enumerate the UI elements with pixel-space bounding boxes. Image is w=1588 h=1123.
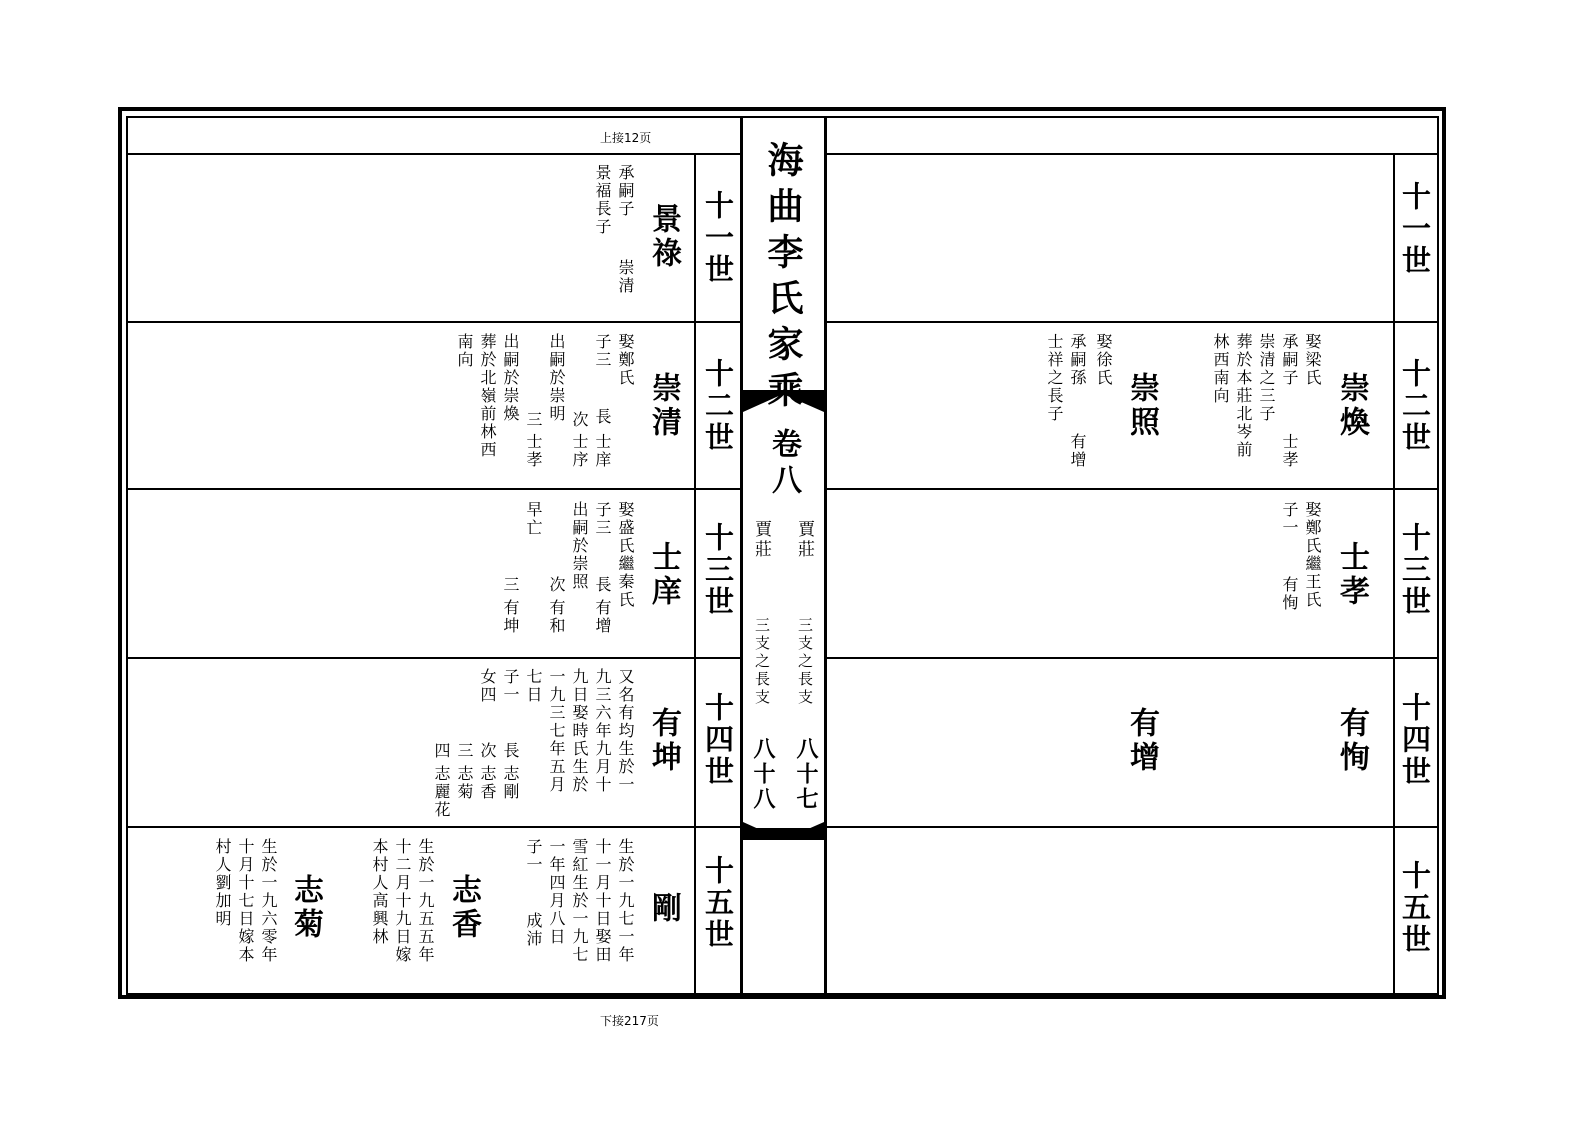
person-name: 有坤 — [646, 707, 681, 775]
person-note: 村人劉加明 — [213, 838, 232, 928]
person-note: 有增 — [593, 599, 612, 635]
spine-place-left: 賈莊 — [751, 520, 771, 560]
person-note: 娶徐氏 — [1094, 333, 1113, 387]
person-note: 崇清之三子 — [1257, 333, 1276, 423]
person-note: 子一 — [1280, 501, 1299, 537]
person-note: 生於一九六零年 — [259, 838, 278, 964]
person-note: 長 — [593, 408, 612, 426]
person-name: 志香 — [446, 874, 481, 942]
generation-label: 十二世 — [1398, 358, 1432, 454]
spine-branch-right: 三支之長支 — [796, 617, 814, 707]
bottom-continuation-note: 下接217页 — [600, 1014, 659, 1028]
person-note: 女四 — [478, 668, 497, 704]
person-note: 娶鄭氏繼王氏 — [1303, 501, 1322, 609]
generation-label: 十二世 — [701, 358, 735, 454]
top-continuation-note: 上接12页 — [600, 131, 652, 145]
person-note: 承嗣子 — [1280, 333, 1299, 387]
generation-label: 十一世 — [701, 190, 735, 286]
person-note: 士孝 — [524, 433, 543, 469]
person-note: 志香 — [478, 765, 497, 801]
person-name: 志菊 — [288, 874, 323, 942]
left-row-rule — [128, 488, 740, 490]
person-name: 景祿 — [646, 203, 681, 271]
generation-label: 十五世 — [701, 855, 735, 951]
volume-label: 卷八 — [766, 428, 801, 500]
person-note: 成沛 — [524, 912, 543, 948]
person-note: 長 — [501, 742, 520, 760]
person-note: 承嗣孫 — [1068, 333, 1087, 387]
person-name: 士庠 — [646, 541, 681, 609]
person-note: 十月十七日嫁本 — [236, 838, 255, 964]
left-header-rule — [128, 153, 740, 155]
generation-label: 十三世 — [1398, 522, 1432, 618]
person-note: 娶盛氏繼秦氏 — [616, 501, 635, 609]
person-note: 出嗣於崇煥 — [501, 333, 520, 423]
person-note: 生於一九七一年 — [616, 838, 635, 964]
person-note: 志剛 — [501, 765, 520, 801]
person-note: 崇清 — [616, 259, 635, 295]
generation-label: 十四世 — [701, 692, 735, 788]
person-note: 次 — [478, 742, 497, 760]
person-note: 雪紅生於一九七 — [570, 838, 589, 964]
person-note: 三 — [524, 411, 543, 429]
person-note: 有坤 — [501, 599, 520, 635]
person-note: 三 — [501, 576, 520, 594]
right-row-rule — [826, 488, 1437, 490]
person-note: 娶梁氏 — [1303, 333, 1322, 387]
right-generation-column-rule — [1393, 153, 1395, 993]
person-note: 次 — [547, 576, 566, 594]
left-row-rule — [128, 826, 740, 828]
person-note: 生於一九五五年 — [416, 838, 435, 964]
person-name: 剛 — [646, 892, 681, 926]
person-note: 七日 — [524, 668, 543, 704]
person-note: 志菊 — [455, 765, 474, 801]
right-header-rule — [826, 153, 1437, 155]
right-row-rule — [826, 657, 1437, 659]
person-note: 又名有均生於一 — [616, 668, 635, 794]
person-note: 葬於北嶺前林西 — [478, 333, 497, 459]
page-number-left: 八十八 — [750, 737, 776, 812]
person-note: 葬於本莊北岑前 — [1234, 333, 1253, 459]
person-note: 十二月十九日嫁 — [393, 838, 412, 964]
person-note: 有恂 — [1280, 576, 1299, 612]
person-note: 九日娶時氏生於 — [570, 668, 589, 794]
left-generation-column-rule — [694, 153, 696, 993]
generation-label: 十五世 — [1398, 860, 1432, 956]
book-title: 海曲李氏家乘 — [762, 141, 804, 417]
person-note: 士祥之長子 — [1045, 333, 1064, 423]
person-note: 一九三七年五月 — [547, 668, 566, 794]
person-name: 有增 — [1124, 707, 1159, 775]
person-note: 三 — [455, 742, 474, 760]
person-name: 崇煥 — [1334, 372, 1369, 440]
page-number-right: 八十七 — [793, 737, 819, 812]
person-note: 士庠 — [593, 433, 612, 469]
person-note: 十一月十日娶田 — [593, 838, 612, 964]
generation-label: 十一世 — [1398, 181, 1432, 277]
person-note: 士序 — [570, 433, 589, 469]
person-name: 崇照 — [1124, 372, 1159, 440]
person-name: 崇清 — [646, 372, 681, 440]
generation-label: 十三世 — [701, 522, 735, 618]
person-note: 有增 — [1068, 433, 1087, 469]
person-name: 有恂 — [1334, 707, 1369, 775]
left-row-rule — [128, 657, 740, 659]
person-note: 出嗣於崇明 — [547, 333, 566, 423]
person-note: 林西南向 — [1211, 333, 1230, 405]
spine-place-right: 賈莊 — [794, 520, 814, 560]
person-note: 士孝 — [1280, 433, 1299, 469]
person-note: 一年四月八日 — [547, 838, 566, 946]
person-note: 志麗花 — [432, 765, 451, 819]
person-note: 承嗣子 — [616, 164, 635, 218]
person-note: 有和 — [547, 599, 566, 635]
right-row-rule — [826, 826, 1437, 828]
spine-branch-left: 三支之長支 — [753, 617, 771, 707]
person-note: 九三六年九月十 — [593, 668, 612, 794]
generation-label: 十四世 — [1398, 692, 1432, 788]
person-note: 早亡 — [524, 501, 543, 537]
person-note: 本村人高興林 — [370, 838, 389, 946]
person-note: 子三 — [593, 333, 612, 369]
person-note: 子一 — [524, 838, 543, 874]
person-note: 長 — [593, 576, 612, 594]
person-note: 子三 — [593, 501, 612, 537]
person-note: 次 — [570, 411, 589, 429]
person-note: 子一 — [501, 668, 520, 704]
person-note: 四 — [432, 742, 451, 760]
right-row-rule — [826, 321, 1437, 323]
spine-right-border — [824, 116, 827, 995]
person-note: 南向 — [455, 333, 474, 369]
left-row-rule — [128, 321, 740, 323]
person-note: 景福長子 — [593, 164, 612, 236]
person-note: 娶鄭氏 — [616, 333, 635, 387]
person-name: 士孝 — [1334, 541, 1369, 609]
person-note: 出嗣於崇照 — [570, 501, 589, 591]
